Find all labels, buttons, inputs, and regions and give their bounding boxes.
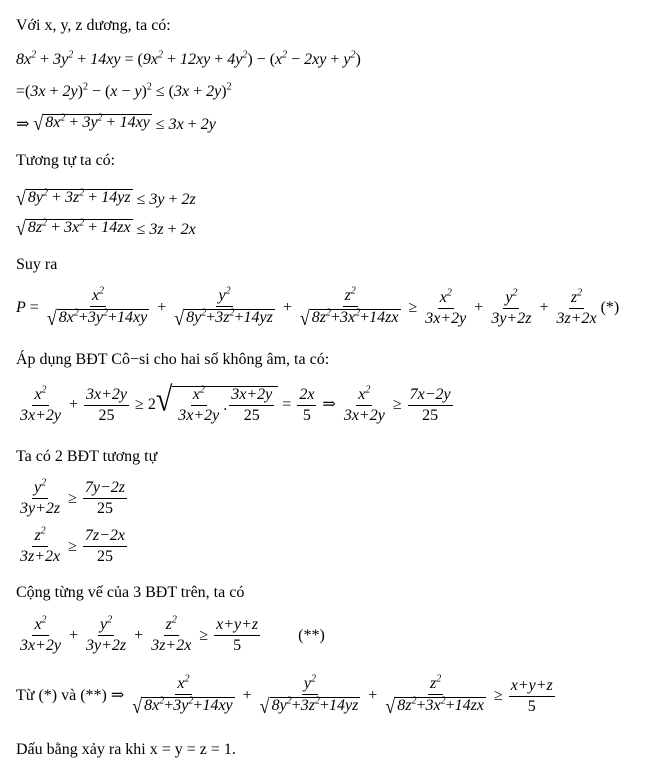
equation-square-bound: $=(3x + 2y)^2 - (x - y)^2 \le (3x + 2y)^2$	[16, 81, 232, 100]
text-similarly: Tương tự ta có:	[16, 152, 116, 169]
equation-sum-inequality: $x^2$ 3x+2y + $\frac{y^2}{3y+2z}$ + $\frac{z^2}{3z+2x}$ ≥ $\frac{x+y+z}{5}$ (**)	[20, 614, 325, 654]
text-am-gm: Áp dụng BĐT Cô−si cho hai số không âm, ta có:	[16, 351, 330, 368]
text-therefore: Suy ra	[16, 256, 58, 273]
equation-sqrt-bound-y: √ $8y^2 + 3z^2 + 14yz$ ≤ 3y + 2z	[16, 186, 196, 210]
text-equality-case: Dấu bằng xảy ra khi x = y = z = 1.	[16, 741, 236, 758]
equation-p-inequality: P = $x^2$ √ $8x^2+3y^2+14xy$ + $y^2$ √ $8y^2+3z^2+14yz$ + $z^2$ √ $8z^2+3x^2+14zx$ ≥ $\frac{x^2}{3x+2y}$ + $\frac{y^2}{3y+2z}$ + $\frac{z^2}{3z+2x}$ (*)	[16, 285, 620, 330]
equation-similar-y: $\frac{y^2}{3y+2z}$ ≥ $\frac{7y-2z}{25}$	[20, 477, 126, 517]
equation-sqrt-bound-x: ⇒ √ $8x^2 + 3y^2 + 14xy$ ≤ 3x + 2y	[16, 111, 216, 135]
equation-expand: $8x^2 + 3y^2 + 14xy = (9x^2 + 12xy + 4y^2) - (x^2 - 2xy + y^2)$	[16, 49, 361, 68]
text-two-similar: Ta có 2 BĐT tương tự	[16, 448, 158, 465]
equation-am-gm: $x^2$ 3x+2y + $\frac{3x+2y}{25}$ ≥ 2 √ $x^2$ 3x+2y . 3x+2y 25 = $\frac{2x}{5}$ ⇒ $\frac{x^2}{3x+2y}$ ≥ $\frac{7x-2y}{25}$	[20, 380, 451, 424]
equation-conclusion: Từ (*) và (**) ⇒ $x^2$ √ $8x^2+3y^2+14xy$ + $y^2$ √ $8y^2+3z^2+14yz$ + $z^2$ √ $8z^2+3x^2+14zx$ ≥ $\frac{x+y+z}{5}$	[16, 673, 553, 718]
equation-similar-z: $\frac{z^2}{3z+2x}$ ≥ $\frac{7z-2x}{25}$	[20, 525, 126, 565]
equation-sqrt-bound-z: √ $8z^2 + 3x^2 + 14zx$ ≤ 3z + 2x	[16, 216, 196, 240]
text-intro: Với x, y, z dương, ta có:	[16, 17, 171, 34]
text-add-sides: Cộng từng vế của 3 BĐT trên, ta có	[16, 584, 245, 601]
